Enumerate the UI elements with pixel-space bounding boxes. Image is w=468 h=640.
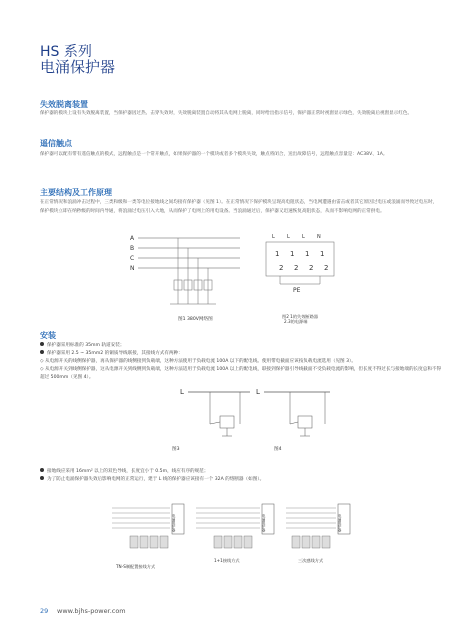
fig4-caption: 图4: [274, 447, 282, 452]
fig2-pe-label: PE: [293, 287, 301, 294]
bullet-dot: [40, 476, 44, 480]
phase-label-c: C: [130, 255, 135, 262]
series-title: HS 系列: [40, 44, 92, 60]
heading-remote: 遥信触点: [40, 139, 72, 148]
footer-url: www.bjhs-power.com: [57, 607, 126, 615]
fig2-num-bottom-1: 2: [279, 264, 284, 272]
bullet-dot: [40, 342, 44, 346]
bottom-caption-3: 三次感线方式: [298, 558, 324, 563]
fig2-num-top-3: 1: [305, 250, 310, 258]
fig2-num-bottom-4: 2: [324, 264, 329, 272]
fig2-num-bottom-3: 2: [309, 264, 314, 272]
install-item-6: 为了防止电涌保护器失效后影响电网的正常运行，建于 L 线的保护器应该接有一个 32A 的熔断器（如图）。: [40, 476, 445, 484]
bottom-caption-2: 1+1接线方式: [214, 558, 240, 563]
page-title: 电涌保护器: [40, 58, 116, 76]
install-item-3: ◇ 从电源开关的线侧保护器，再从保护器的线侧接到负载端，这种方法使用于负载电流 100A 以下的配电线。使用带电截面应该按负载电流选用（见图 3）。: [40, 359, 356, 364]
wiring-figure-1-2: [130, 232, 370, 324]
wiring-figure-3-4: [140, 386, 360, 454]
box-label-3: 电涌保护器: [338, 514, 342, 532]
bottom-diagram-2: [196, 504, 274, 564]
heading-install: 安装: [40, 331, 56, 340]
fig2-caption-2: 2.3的电源端: [284, 319, 308, 324]
phase-label-n: N: [130, 265, 135, 272]
fig2-terminal-3: L: [302, 234, 305, 240]
fig2-terminal-1: L: [272, 234, 275, 240]
bottom-caption-1: TN-S制配置接线方式: [116, 564, 156, 569]
text-structure: 在正常情况和浪涌冲击过程中，三类和级和一类等电位接地线之间均接有保护器（见图 1）。在正常情况下保护模块呈现高电阻状态，当电网遭遇由雷击或者其它原因过电压或浪涌而导致过电压时，保护模块立即在纳秒级的时间内导通，将浪涌过电压引入大地，从而保护了电网上的用电设备。当浪涌通过后，保护器又迅速恢复高阻状态，从而不影响电网的正常供电。: [40, 200, 438, 214]
phase-label-a: A: [130, 235, 135, 242]
fig4-line-label: L: [256, 388, 260, 396]
phase-label-b: B: [130, 245, 135, 252]
fig2-num-top-2: 1: [290, 250, 295, 258]
page-number: 29: [40, 607, 49, 615]
bullet-dot: [40, 350, 44, 354]
install-item-2: 保护器采用 2.5 ~ 35mm2 的铜质导线联接，其接线方式有两种：: [40, 350, 445, 358]
wiring-figure-bottom: [110, 500, 355, 572]
bottom-diagram-3: [286, 504, 350, 564]
install-item-4: ◇ 从电源开关到线侧保护器，这从电源开关到线侧到负载端，这种方法适用于负载电流 100A 以上的配电线，联接到保护器引导线截面不受负载电流的影响，但长度不得过长与接地端的长度总和不得超过 500mm（见图 4）。: [40, 367, 442, 381]
fig2-num-top-4: 1: [320, 250, 325, 258]
fig2-terminal-4: N: [317, 234, 321, 240]
fig2-caption-1: 图2 1的失效断路器: [282, 314, 318, 319]
box-label-1: 电涌保护器: [172, 514, 176, 532]
bottom-diagram-1: [112, 504, 184, 570]
fig2-diagram: [266, 234, 334, 324]
fig2-num-top-1: 1: [275, 250, 280, 258]
bullet-dot: [40, 468, 44, 472]
fig1-caption: 图1 380V网络图: [178, 317, 213, 322]
fig2-num-bottom-2: 2: [294, 264, 299, 272]
box-label-2: 电涌保护器: [262, 514, 266, 532]
fig3-caption: 图3: [172, 447, 180, 452]
fig3-line-label: L: [180, 388, 184, 396]
text-failure: 保护器的模块上设有失效脱离装置，当保护器因过热、击穿失效时，失效脱离装置自动将其从电网上脱离，同时给出指示信号，保护器正常时视窗显示绿色，失效脱离后视窗显示红色。: [40, 111, 413, 116]
text-remote: 保护器可以配有带有遥信触点的模式，远程触点是一个常开触点，如果保护器的一个模块或者多个模块失效，触点将闭合，送出故障信号，远程触点容量是：AC38V、1A。: [40, 152, 388, 157]
install-item-1: 保护器采用标准的 35mm 轨道安装；: [40, 342, 445, 350]
heading-failure: 失效脱离装置: [40, 100, 88, 109]
fig2-terminal-2: L: [287, 234, 290, 240]
fig1-diagram: [130, 235, 240, 322]
heading-structure: 主要结构及工作原理: [40, 188, 112, 197]
install-item-5: 接地线应采用 16mm² 以上的双色导线，长度宜小于 0.5m，线应有序的规范；: [40, 468, 445, 476]
